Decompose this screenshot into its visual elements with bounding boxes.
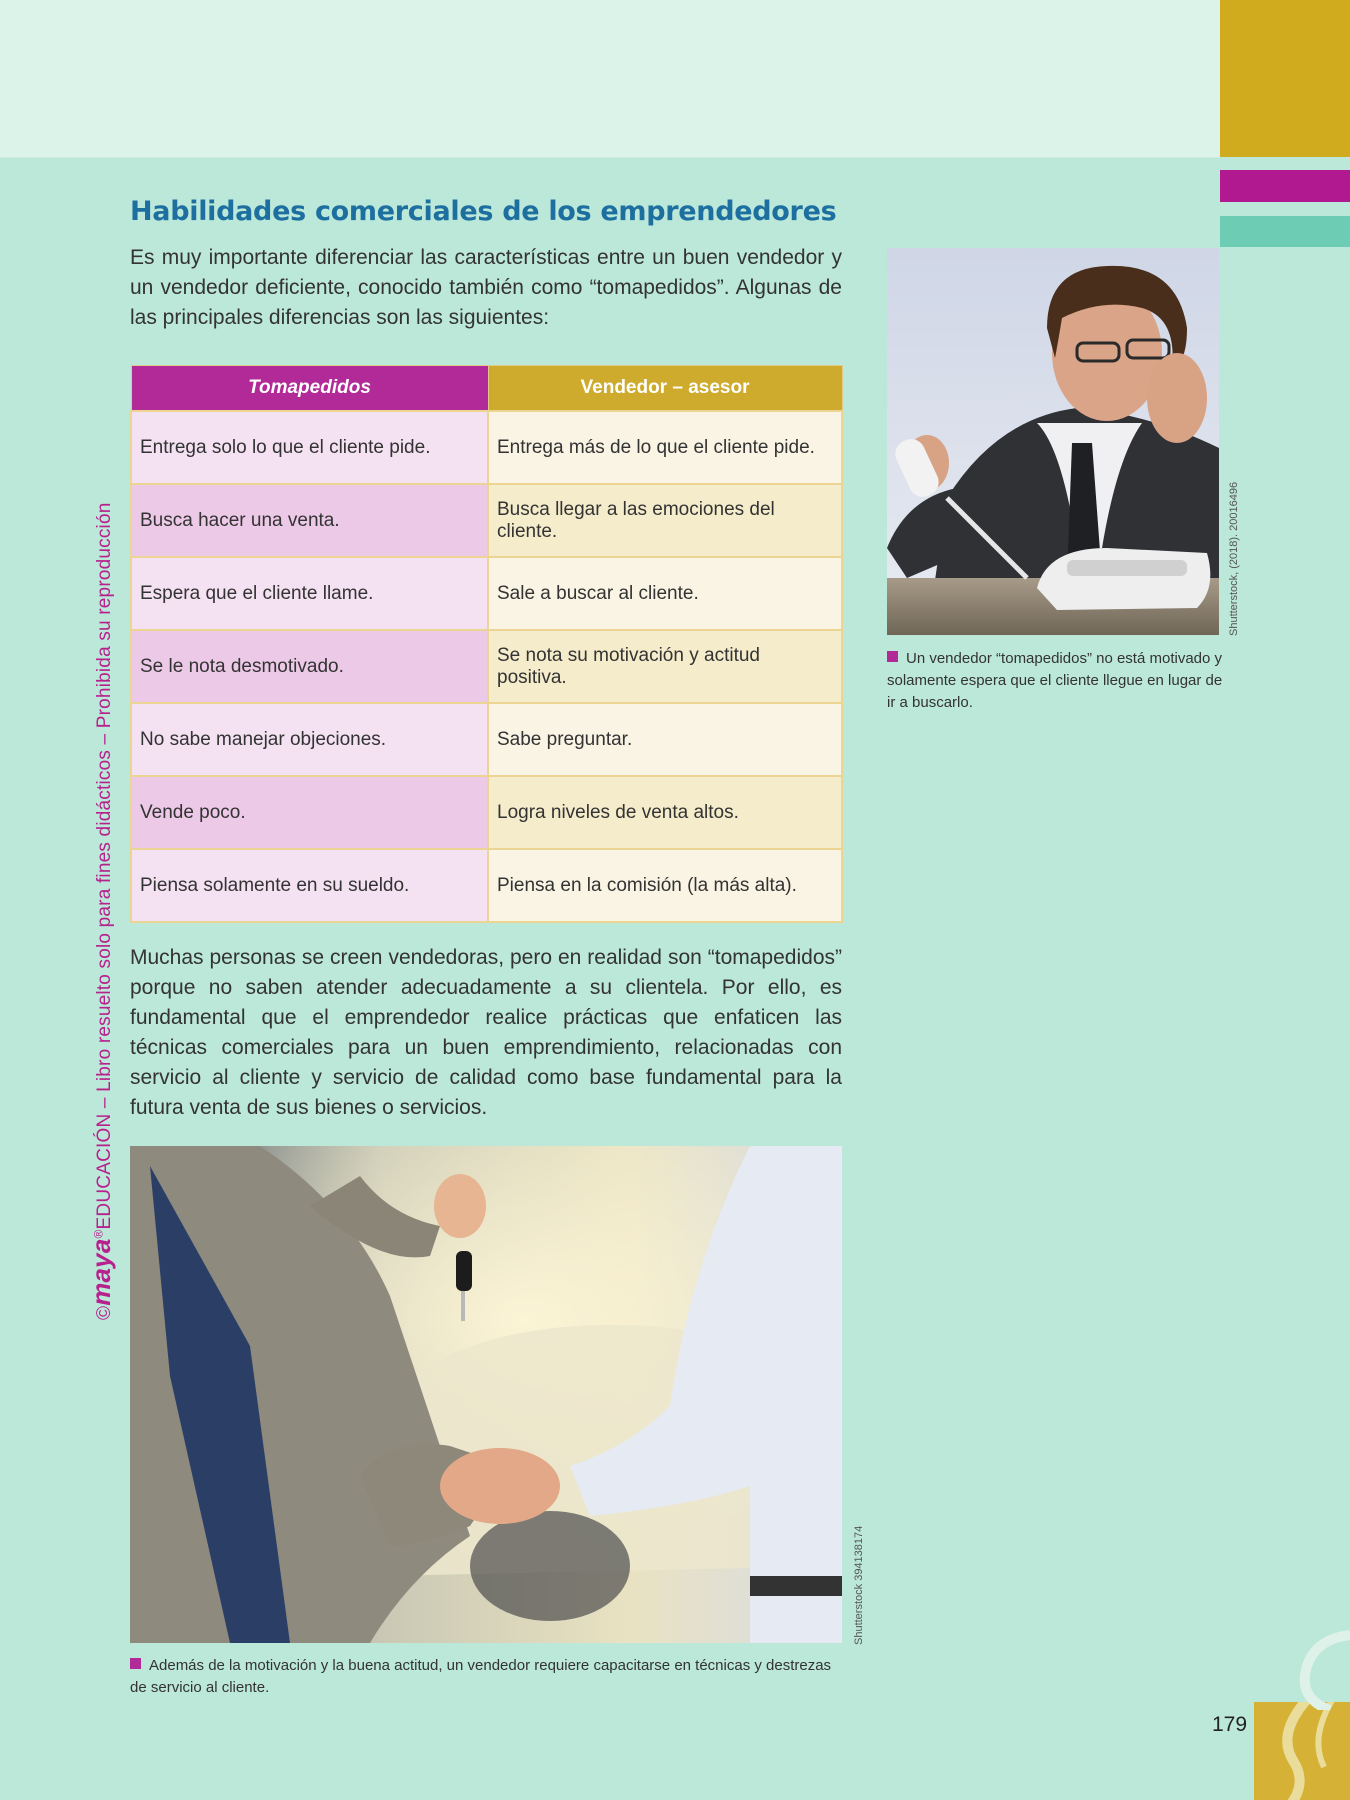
table-row: [131, 849, 842, 922]
intro-paragraph: Es muy importante diferenciar las características entre un buen vendedor y un vendedor deficiente, conocido también como “tomapedidos”. Algunas de las principales diferencias son las siguientes:: [130, 246, 842, 329]
section-title: Habilidades comerciales de los emprendedores: [130, 196, 837, 227]
table-row: [131, 411, 842, 484]
header-band: [0, 0, 1220, 158]
chapter-tab-teal: [1220, 216, 1350, 247]
table-header-row: [131, 366, 842, 412]
lightbulb-decoration-icon: [1290, 1630, 1350, 1710]
table-cell: Entrega más de lo que el cliente pide.: [488, 411, 842, 484]
table-row: [131, 484, 842, 557]
brand-logo: maya: [86, 1238, 116, 1306]
caption-bullet-icon: [887, 651, 898, 662]
table-cell: Logra niveles de venta altos.: [488, 776, 842, 849]
table-cell: Sale a buscar al cliente.: [488, 557, 842, 630]
header-tomapedidos: Tomapedidos: [131, 366, 488, 412]
comparison-table: [130, 365, 843, 923]
copyright-side-text: ©maya®EDUCACIÓN – Libro resuelto solo para fines didácticos – Prohibida su reproducción: [86, 502, 116, 1320]
table-cell: Se nota su motivación y actitud positiva.: [488, 630, 842, 703]
photo-credit: Shutterstock 394138174: [853, 1525, 865, 1645]
table-row: [131, 630, 842, 703]
caption-bullet-icon: [130, 1658, 141, 1669]
table-cell: Sabe preguntar.: [488, 703, 842, 776]
chapter-tab-magenta: [1220, 170, 1350, 202]
header-vendedor-asesor: Vendedor – asesor: [488, 366, 842, 412]
table-cell: Busca hacer una venta.: [131, 484, 488, 557]
body-paragraph: Muchas personas se creen vendedoras, pero en realidad son “tomapedidos” porque no saben atender adecuadamente a su clientela. Por ello, es fundamental que el emprendedor realice prácticas que enfaticen las técnicas comerciales para un buen emprendimiento, relacionadas con servicio al cliente y servicio de calidad como base fundamental para la futura venta de sus bienes o servicios.: [130, 946, 842, 1119]
photo-credit: Shutterstock, (2018). 20016496: [1228, 481, 1240, 636]
corner-decoration: [1254, 1702, 1350, 1800]
photo-caption: Un vendedor “tomapedidos” no está motivado y solamente espera que el cliente llegue en lugar de ir a buscarlo.: [887, 650, 1223, 711]
salesman-photo: [887, 248, 1219, 635]
chapter-tab-gold: [1220, 0, 1350, 157]
table-cell: Busca llegar a las emociones del cliente.: [488, 484, 842, 557]
table-cell: Entrega solo lo que el cliente pide.: [131, 411, 488, 484]
handshake-photo: [130, 1146, 842, 1643]
table-cell: Se le nota desmotivado.: [131, 630, 488, 703]
table-cell: Piensa solamente en su sueldo.: [131, 849, 488, 922]
table-cell: No sabe manejar objeciones.: [131, 703, 488, 776]
table-row: [131, 776, 842, 849]
table-cell: Piensa en la comisión (la más alta).: [488, 849, 842, 922]
page-number: 179: [1212, 1713, 1248, 1736]
table-cell: Vende poco.: [131, 776, 488, 849]
table-cell: Espera que el cliente llame.: [131, 557, 488, 630]
table-row: [131, 557, 842, 630]
photo-caption: Además de la motivación y la buena actitud, un vendedor requiere capacitarse en técnicas y destrezas de servicio al cliente.: [130, 1657, 832, 1696]
table-row: [131, 703, 842, 776]
